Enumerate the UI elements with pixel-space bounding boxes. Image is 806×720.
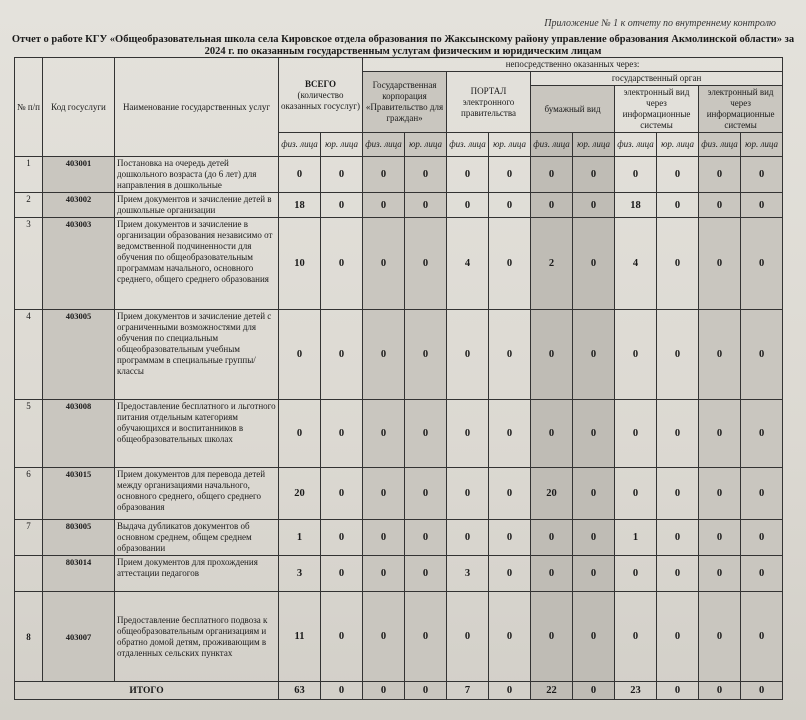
value-cell: 0 xyxy=(489,520,531,556)
value-cell: 0 xyxy=(657,310,699,400)
table-row xyxy=(15,520,783,556)
value-cell: 4 xyxy=(447,218,489,310)
value-cell: 0 xyxy=(447,193,489,218)
value-cell: 4 xyxy=(615,218,657,310)
header-gosorgan: государственный орган xyxy=(531,72,783,86)
value-cell: 0 xyxy=(321,556,363,592)
value-cell: 0 xyxy=(615,556,657,592)
total-row xyxy=(15,682,783,700)
value-cell: 0 xyxy=(321,520,363,556)
title-line-1: Отчет о работе КГУ «Общеобразовательная школа села Кировское отдела образования по Жаксынскому району управление образования Акмолинской области» за xyxy=(11,34,795,45)
value-cell: 20 xyxy=(531,468,573,520)
value-cell: 0 xyxy=(699,157,741,193)
value-cell: 0 xyxy=(699,193,741,218)
row-number: 5 xyxy=(15,400,43,468)
value-cell: 0 xyxy=(741,556,783,592)
value-cell: 0 xyxy=(573,520,615,556)
value-cell: 0 xyxy=(573,218,615,310)
row-number: 3 xyxy=(15,218,43,310)
value-cell: 0 xyxy=(573,592,615,682)
value-cell: 0 xyxy=(447,468,489,520)
value-cell: 0 xyxy=(615,592,657,682)
service-code: 803005 xyxy=(43,520,115,556)
value-cell: 0 xyxy=(489,592,531,682)
value-cell: 0 xyxy=(699,218,741,310)
report-table xyxy=(14,57,783,700)
value-cell: 3 xyxy=(447,556,489,592)
value-cell: 0 xyxy=(489,157,531,193)
header-fiz: физ. лица xyxy=(363,133,405,157)
total-value: 0 xyxy=(363,682,405,700)
header-yur: юр. лица xyxy=(657,133,699,157)
value-cell: 18 xyxy=(279,193,321,218)
service-name: Прием документов для перевода детей между организациями начального, основного среднего, общего среднего образования xyxy=(115,468,279,520)
total-value: 0 xyxy=(489,682,531,700)
value-cell: 0 xyxy=(699,400,741,468)
service-code: 403005 xyxy=(43,310,115,400)
value-cell: 0 xyxy=(741,592,783,682)
row-number: 1 xyxy=(15,157,43,193)
header-code: Код госуслуги xyxy=(43,58,115,157)
service-name: Прием документов и зачисление детей в дошкольные организации xyxy=(115,193,279,218)
header-electronic-is-2: электронный вид через информационные системы xyxy=(699,86,783,133)
table-row xyxy=(15,310,783,400)
value-cell: 0 xyxy=(573,157,615,193)
header-fiz: физ. лица xyxy=(615,133,657,157)
header-goskorp: Государственная корпорация «Правительство для граждан» xyxy=(363,72,447,133)
table-row xyxy=(15,193,783,218)
total-label: ИТОГО xyxy=(15,682,279,700)
total-value: 23 xyxy=(615,682,657,700)
total-value: 0 xyxy=(741,682,783,700)
value-cell: 0 xyxy=(405,592,447,682)
header-yur: юр. лица xyxy=(321,133,363,157)
value-cell: 0 xyxy=(531,520,573,556)
value-cell: 0 xyxy=(405,193,447,218)
value-cell: 0 xyxy=(657,592,699,682)
service-code: 403002 xyxy=(43,193,115,218)
value-cell: 0 xyxy=(531,193,573,218)
value-cell: 0 xyxy=(321,310,363,400)
service-code: 403015 xyxy=(43,468,115,520)
value-cell: 0 xyxy=(573,193,615,218)
value-cell: 0 xyxy=(405,218,447,310)
value-cell: 0 xyxy=(405,400,447,468)
total-value: 7 xyxy=(447,682,489,700)
row-number: 6 xyxy=(15,468,43,520)
total-value: 0 xyxy=(405,682,447,700)
value-cell: 0 xyxy=(447,400,489,468)
value-cell: 0 xyxy=(531,556,573,592)
header-name: Наименование государственных услуг xyxy=(115,58,279,157)
value-cell: 0 xyxy=(699,592,741,682)
value-cell: 0 xyxy=(741,520,783,556)
service-name: Прием документов и зачисление детей с ограниченными возможностями для обучения по специальным общеобразовательным учебным программам в специальные группы/классы xyxy=(115,310,279,400)
value-cell: 0 xyxy=(447,310,489,400)
value-cell: 0 xyxy=(657,157,699,193)
value-cell: 0 xyxy=(531,310,573,400)
value-cell: 3 xyxy=(279,556,321,592)
service-name: Предоставление бесплатного подвоза к общеобразовательным организациям и обратно домой детям, проживающим в отдаленных сельских пунктах xyxy=(115,592,279,682)
value-cell: 0 xyxy=(699,520,741,556)
value-cell: 0 xyxy=(531,400,573,468)
value-cell: 0 xyxy=(657,556,699,592)
header-fiz: физ. лица xyxy=(699,133,741,157)
value-cell: 0 xyxy=(363,157,405,193)
total-value: 0 xyxy=(699,682,741,700)
value-cell: 0 xyxy=(573,310,615,400)
value-cell: 0 xyxy=(573,556,615,592)
value-cell: 0 xyxy=(489,218,531,310)
service-code: 803014 xyxy=(43,556,115,592)
value-cell: 0 xyxy=(363,218,405,310)
title-line-2: 2024 г. по оказанным государственным услугам физическим и юридическим лицам xyxy=(204,46,602,57)
total-value: 0 xyxy=(321,682,363,700)
header-direct: непосредственно оказанных через: xyxy=(363,58,783,72)
value-cell: 0 xyxy=(615,310,657,400)
service-code: 403001 xyxy=(43,157,115,193)
value-cell: 0 xyxy=(489,310,531,400)
value-cell: 0 xyxy=(447,520,489,556)
value-cell: 0 xyxy=(279,157,321,193)
value-cell: 0 xyxy=(489,400,531,468)
value-cell: 0 xyxy=(657,218,699,310)
value-cell: 0 xyxy=(279,400,321,468)
row-number: 4 xyxy=(15,310,43,400)
value-cell: 0 xyxy=(447,592,489,682)
value-cell: 0 xyxy=(363,310,405,400)
value-cell: 0 xyxy=(363,520,405,556)
header-yur: юр. лица xyxy=(489,133,531,157)
total-value: 22 xyxy=(531,682,573,700)
value-cell: 0 xyxy=(405,468,447,520)
table-row xyxy=(15,400,783,468)
header-electronic-is: электронный вид через информационные системы xyxy=(615,86,699,133)
value-cell: 0 xyxy=(363,193,405,218)
value-cell: 0 xyxy=(405,556,447,592)
header-num: № п/п xyxy=(15,58,43,157)
service-name: Предоставление бесплатного и льготного питания отдельным категориям обучающихся и воспитанников в общеобразовательных школах xyxy=(115,400,279,468)
value-cell: 0 xyxy=(741,218,783,310)
value-cell: 0 xyxy=(615,468,657,520)
value-cell: 0 xyxy=(489,468,531,520)
value-cell: 0 xyxy=(657,520,699,556)
total-value: 0 xyxy=(657,682,699,700)
service-name: Прием документов для прохождения аттестации педагогов xyxy=(115,556,279,592)
service-name: Выдача дубликатов документов об основном среднем, общем среднем образовании xyxy=(115,520,279,556)
service-code: 403007 xyxy=(43,592,115,682)
table-row xyxy=(15,157,783,193)
value-cell: 11 xyxy=(279,592,321,682)
row-number: 8 xyxy=(15,592,43,682)
value-cell: 1 xyxy=(279,520,321,556)
value-cell: 0 xyxy=(321,157,363,193)
value-cell: 0 xyxy=(741,400,783,468)
row-number: 2 xyxy=(15,193,43,218)
header-fiz: физ. лица xyxy=(531,133,573,157)
value-cell: 0 xyxy=(321,193,363,218)
header-yur: юр. лица xyxy=(405,133,447,157)
value-cell: 0 xyxy=(657,193,699,218)
value-cell: 0 xyxy=(657,400,699,468)
value-cell: 0 xyxy=(363,400,405,468)
value-cell: 0 xyxy=(741,193,783,218)
value-cell: 0 xyxy=(321,218,363,310)
service-code: 403003 xyxy=(43,218,115,310)
report-title xyxy=(10,34,796,58)
header-total: ВСЕГО (количество оказанных госуслуг) xyxy=(279,58,363,133)
table-row xyxy=(15,592,783,682)
value-cell: 20 xyxy=(279,468,321,520)
service-code: 403008 xyxy=(43,400,115,468)
value-cell: 0 xyxy=(615,157,657,193)
value-cell: 0 xyxy=(489,556,531,592)
value-cell: 0 xyxy=(531,157,573,193)
value-cell: 0 xyxy=(363,592,405,682)
value-cell: 0 xyxy=(741,310,783,400)
value-cell: 0 xyxy=(321,592,363,682)
value-cell: 0 xyxy=(405,157,447,193)
value-cell: 0 xyxy=(489,193,531,218)
table-row xyxy=(15,218,783,310)
value-cell: 0 xyxy=(699,310,741,400)
header-paper: бумажный вид xyxy=(531,86,615,133)
header-yur: юр. лица xyxy=(741,133,783,157)
header-fiz: физ. лица xyxy=(279,133,321,157)
total-value: 0 xyxy=(573,682,615,700)
value-cell: 0 xyxy=(573,468,615,520)
value-cell: 0 xyxy=(321,468,363,520)
table-row xyxy=(15,556,783,592)
header-yur: юр. лица xyxy=(573,133,615,157)
value-cell: 0 xyxy=(447,157,489,193)
appendix-note: Приложение № 1 к отчету по внутреннему контролю xyxy=(544,18,776,29)
service-name: Прием документов и зачисление в организации образования независимо от ведомственной подчиненности для обучения по общеобразовательным программам начального, основного среднего, общего среднего образования xyxy=(115,218,279,310)
value-cell: 0 xyxy=(741,157,783,193)
header-portal: ПОРТАЛ электронного правительства xyxy=(447,72,531,133)
value-cell: 2 xyxy=(531,218,573,310)
value-cell: 10 xyxy=(279,218,321,310)
value-cell: 0 xyxy=(363,556,405,592)
value-cell: 0 xyxy=(279,310,321,400)
service-name: Постановка на очередь детей дошкольного возраста (до 6 лет) для направления в дошкольные xyxy=(115,157,279,193)
table-row xyxy=(15,468,783,520)
value-cell: 0 xyxy=(405,310,447,400)
value-cell: 0 xyxy=(615,400,657,468)
total-value: 63 xyxy=(279,682,321,700)
value-cell: 1 xyxy=(615,520,657,556)
value-cell: 0 xyxy=(699,468,741,520)
value-cell: 0 xyxy=(363,468,405,520)
value-cell: 0 xyxy=(657,468,699,520)
value-cell: 0 xyxy=(531,592,573,682)
value-cell: 0 xyxy=(405,520,447,556)
value-cell: 0 xyxy=(699,556,741,592)
value-cell: 0 xyxy=(573,400,615,468)
header-fiz: физ. лица xyxy=(447,133,489,157)
value-cell: 0 xyxy=(321,400,363,468)
value-cell: 0 xyxy=(741,468,783,520)
value-cell: 18 xyxy=(615,193,657,218)
row-number xyxy=(15,556,43,592)
row-number: 7 xyxy=(15,520,43,556)
